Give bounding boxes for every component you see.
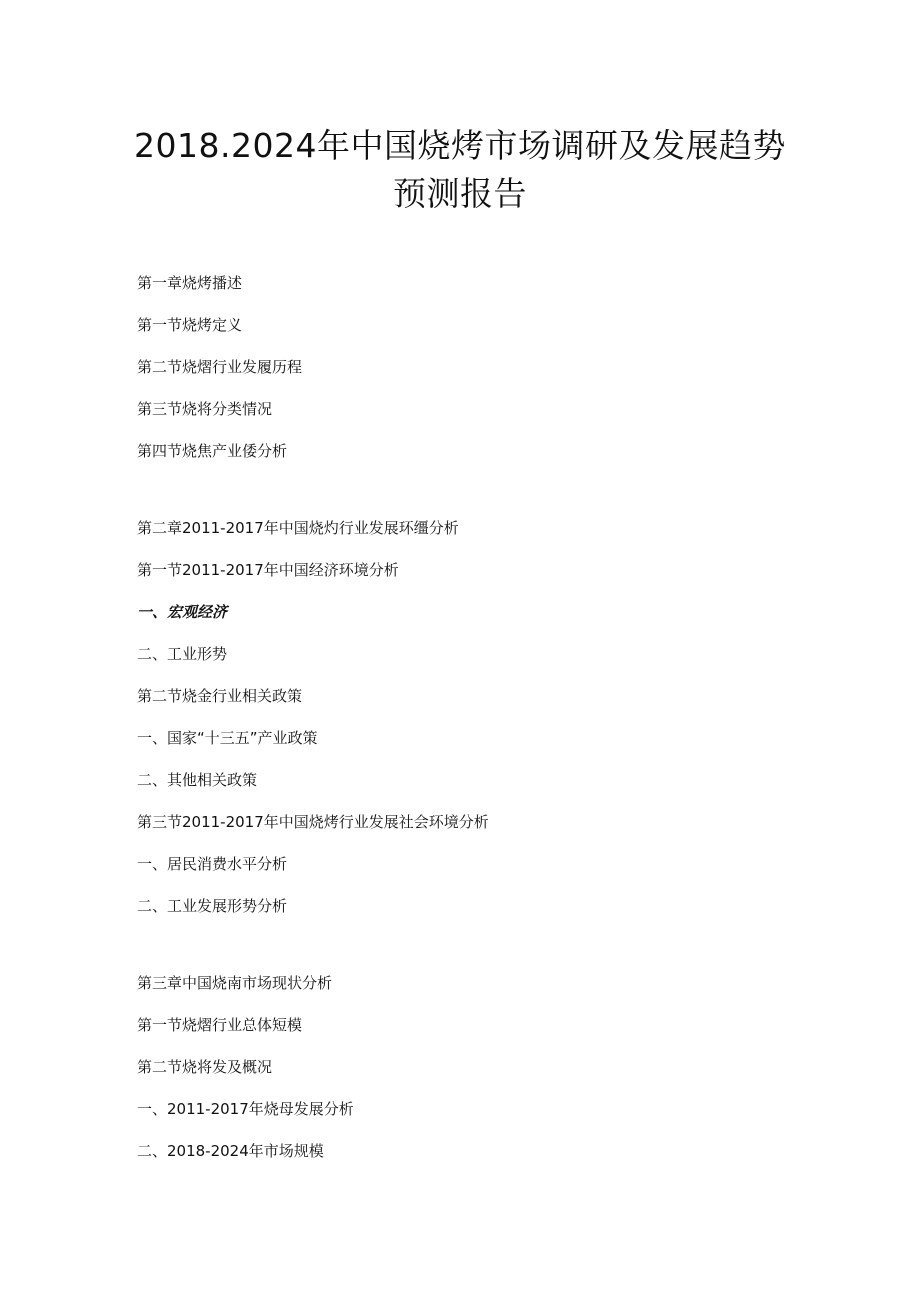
toc-item-3-2-2: 二、2018-2024年市场规模: [137, 1142, 324, 1160]
toc-section-1-1: 第一节烧烤定义: [137, 316, 243, 334]
toc-section-2-2: 第二节烧金行业相关政策: [137, 687, 303, 705]
title-line-1: 2018.2024年中国烧烤市场调研及发展趋势: [134, 126, 786, 165]
title-line-2: 预测报告: [393, 174, 527, 213]
toc-chapter-2: 第二章2011-2017年中国烧灼行业发展环缰分析: [137, 519, 459, 537]
document-title: [0, 122, 920, 218]
toc-section-3-1: 第一节烧熠行业总体短模: [137, 1016, 303, 1034]
toc-item-3-2-1: 一、2011-2017年烧母发展分析: [137, 1100, 354, 1118]
toc-chapter-1: 第一章烧烤播述: [137, 274, 243, 292]
toc-item-2-1-2: 二、工业形势: [137, 645, 228, 663]
toc-item-2-1-1: 一、宏观经济: [137, 603, 228, 621]
toc-section-1-2: 第二节烧熠行业发履历程: [137, 358, 303, 376]
toc-section-2-1: 第一节2011-2017年中国经济环境分析: [137, 561, 399, 579]
toc-section-3-2: 第二节烧将发及概况: [137, 1058, 273, 1076]
toc-chapter-3: 第三章中国烧南市场现状分析: [137, 974, 333, 992]
toc-item-2-2-2: 二、其他相关政策: [137, 771, 258, 789]
toc-item-2-3-1: 一、居民消费水平分析: [137, 855, 288, 873]
toc-section-1-4: 第四节烧焦产业倭分析: [137, 442, 288, 460]
toc-section-2-3: 第三节2011-2017年中国烧烤行业发展社会环境分析: [137, 813, 489, 831]
toc-item-2-2-1: 一、国家“十三五”产业政策: [137, 729, 318, 747]
toc-section-1-3: 第三节烧将分类情况: [137, 400, 273, 418]
toc-item-2-3-2: 二、工业发展形势分析: [137, 897, 288, 915]
